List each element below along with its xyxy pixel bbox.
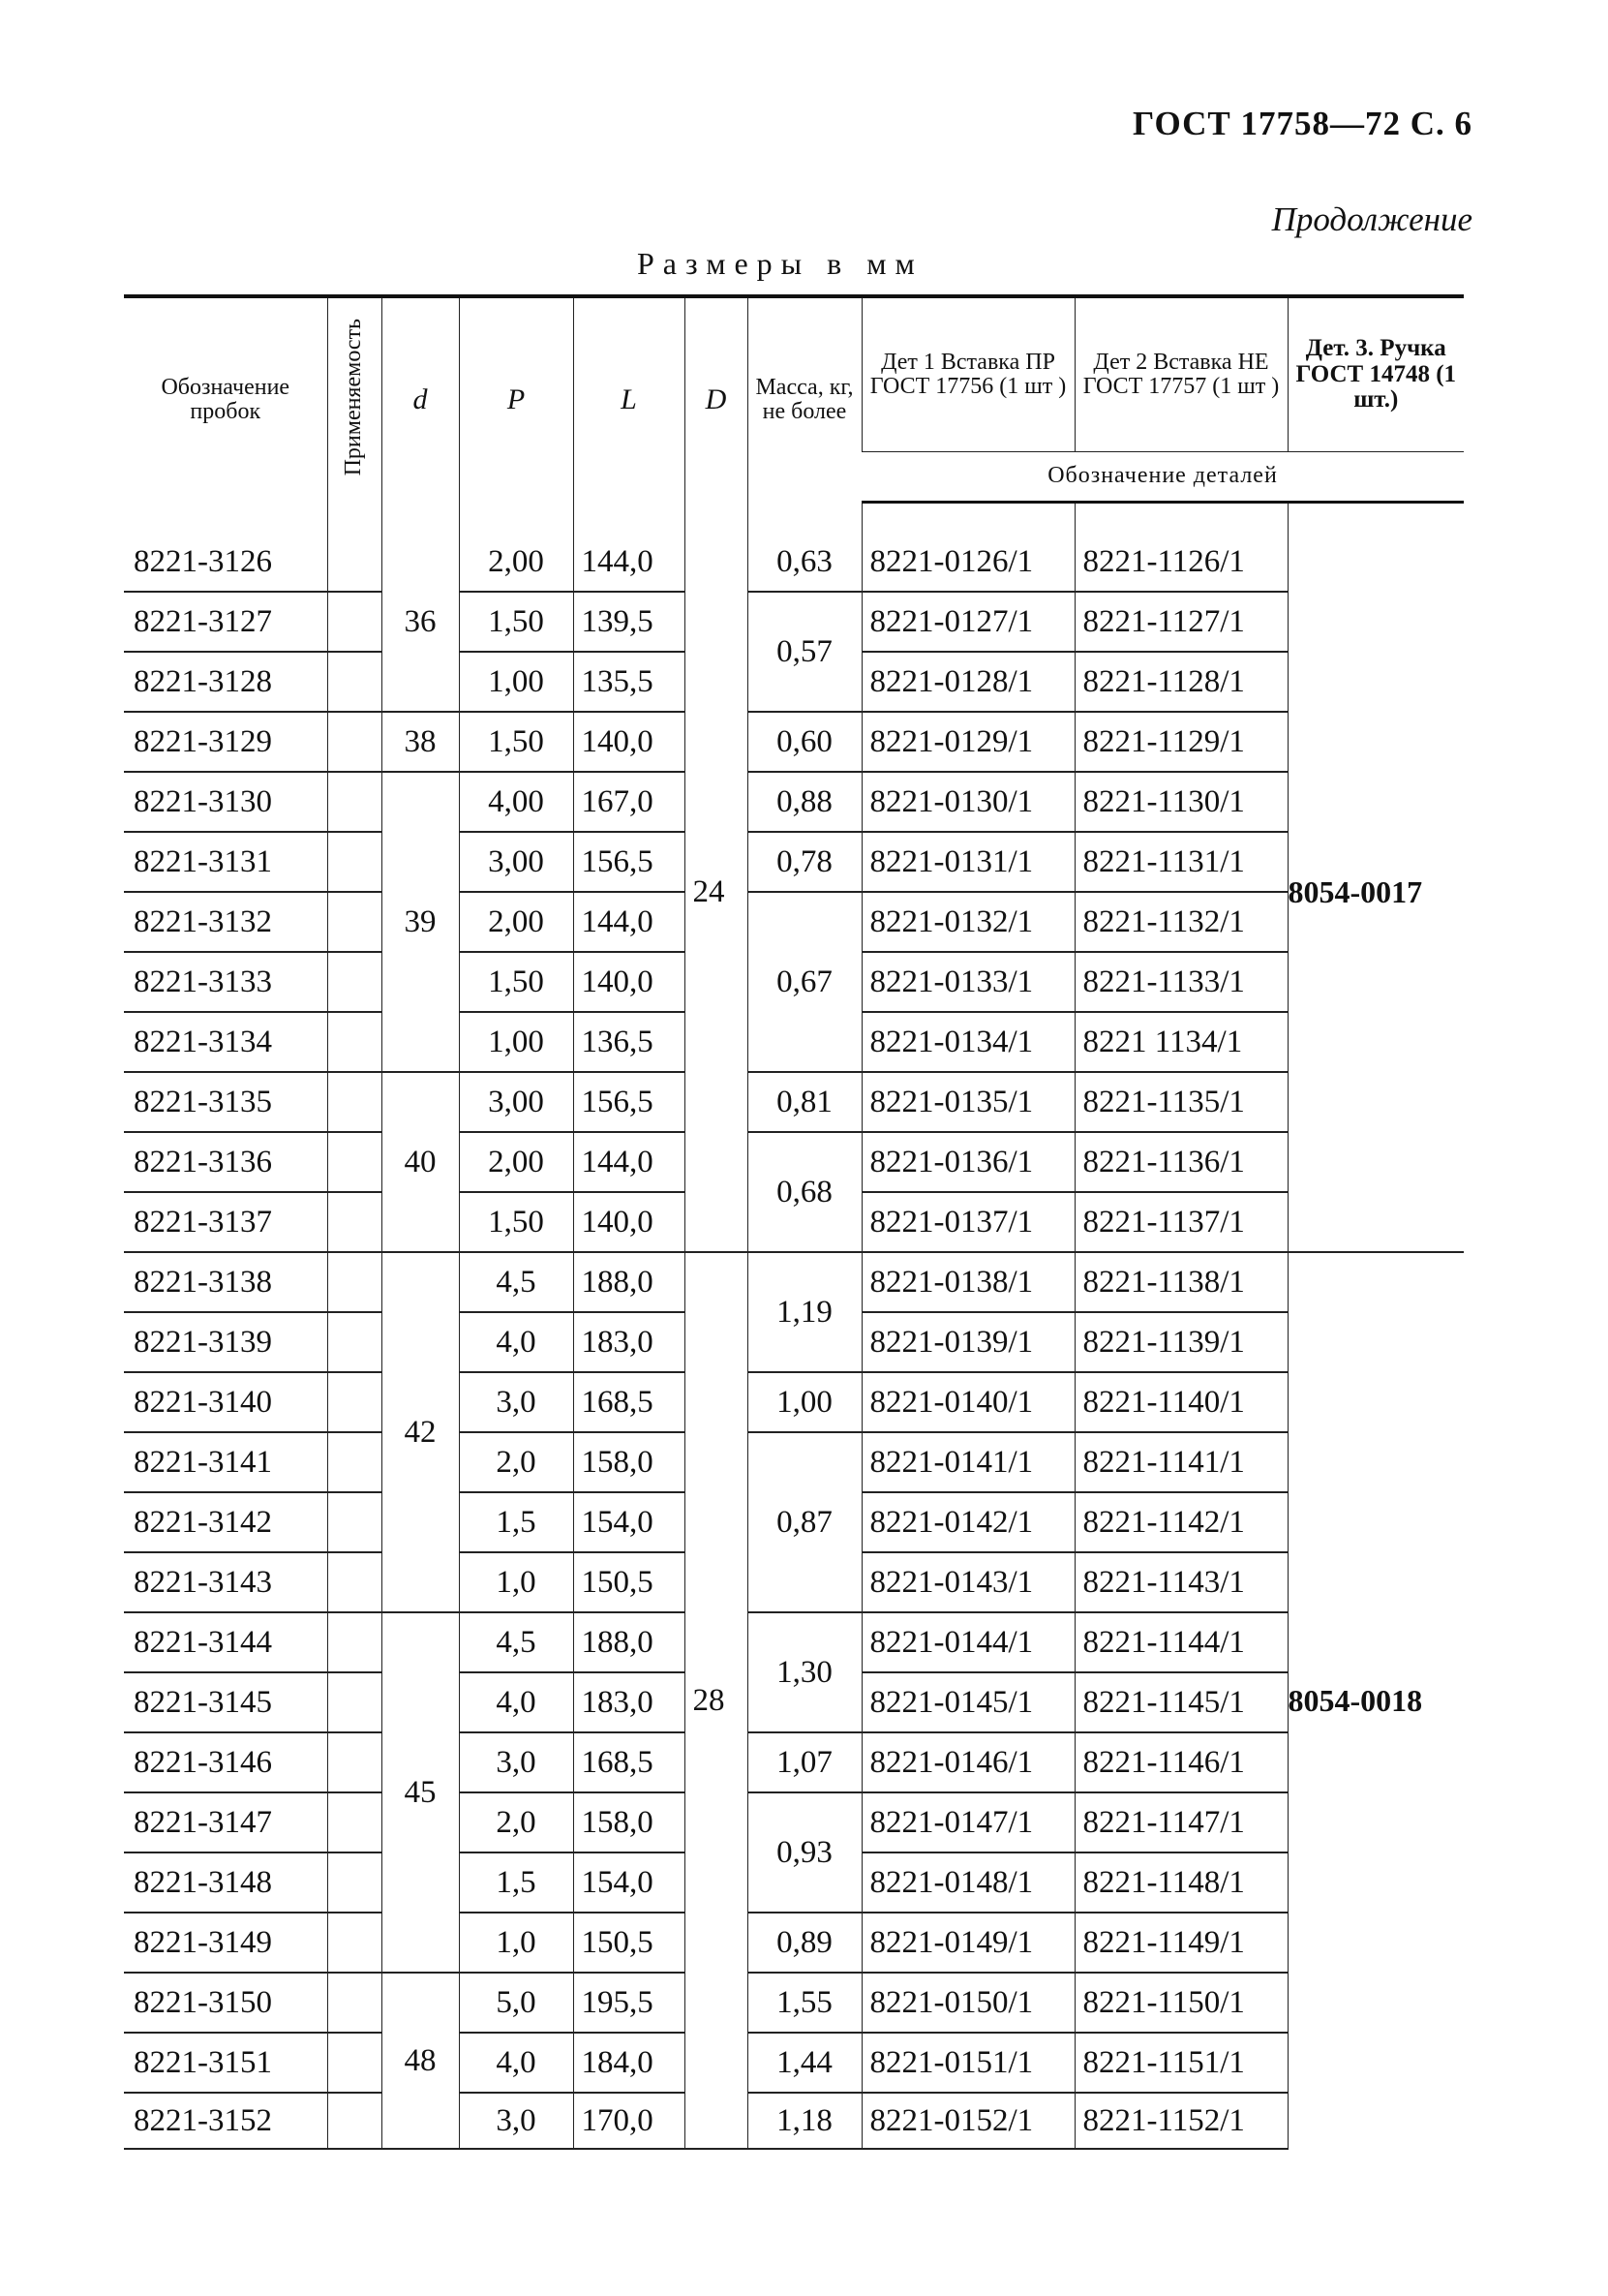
cell-part1: 8221-0147/1: [862, 1793, 1075, 1853]
cell-l: 167,0: [573, 773, 684, 833]
cell-p: 4,5: [459, 1613, 573, 1673]
cell-applicability: [327, 593, 381, 653]
cell-l: 158,0: [573, 1793, 684, 1853]
cell-mass: 1,44: [747, 2034, 862, 2094]
cell-l: 140,0: [573, 713, 684, 773]
cell-part1: 8221-0133/1: [862, 953, 1075, 1013]
cell-p: 1,50: [459, 953, 573, 1013]
col-header-p: P: [459, 296, 573, 502]
cell-applicability: [327, 1613, 381, 1673]
cell-designation: 8221-3130: [124, 773, 327, 833]
cell-mass: 0,68: [747, 1133, 862, 1253]
cell-applicability: [327, 1974, 381, 2034]
cell-p: 1,00: [459, 1013, 573, 1073]
cell-l: 170,0: [573, 2094, 684, 2150]
cell-p: 1,50: [459, 593, 573, 653]
cell-designation: 8221-3149: [124, 1913, 327, 1974]
cell-big-d: 28: [684, 1253, 747, 2150]
cell-p: 4,5: [459, 1253, 573, 1313]
col-header-l: L: [573, 296, 684, 502]
cell-designation: 8221-3136: [124, 1133, 327, 1193]
cell-l: 156,5: [573, 1073, 684, 1133]
cell-applicability: [327, 1553, 381, 1613]
cell-p: 4,0: [459, 2034, 573, 2094]
col-header-d: d: [381, 296, 459, 502]
cell-mass: 1,18: [747, 2094, 862, 2150]
cell-designation: 8221-3128: [124, 653, 327, 713]
cell-part2: 8221-1127/1: [1075, 593, 1288, 653]
cell-part2: 8221-1132/1: [1075, 893, 1288, 953]
cell-designation: 8221-3145: [124, 1673, 327, 1733]
cell-d: 48: [381, 1974, 459, 2150]
cell-applicability: [327, 893, 381, 953]
cell-l: 183,0: [573, 1313, 684, 1373]
cell-l: 168,5: [573, 1373, 684, 1433]
cell-part2: 8221-1146/1: [1075, 1733, 1288, 1793]
cell-designation: 8221-3132: [124, 893, 327, 953]
cell-part2: 8221-1128/1: [1075, 653, 1288, 713]
table-row: [124, 713, 1464, 773]
cell-big-d: 24: [684, 533, 747, 1253]
table-row: [124, 1613, 1464, 1673]
cell-part1: 8221-0134/1: [862, 1013, 1075, 1073]
cell-part2: 8221-1142/1: [1075, 1493, 1288, 1553]
table-row: [124, 1793, 1464, 1853]
table-row: [124, 1253, 1464, 1313]
cell-l: 144,0: [573, 1133, 684, 1193]
col-header-part3: Дет. 3. Ручка ГОСТ 14748 (1 шт.): [1288, 296, 1464, 451]
cell-l: 144,0: [573, 533, 684, 593]
cell-mass: 0,93: [747, 1793, 862, 1913]
cell-mass: 0,63: [747, 533, 862, 593]
cell-part2: 8221-1150/1: [1075, 1974, 1288, 2034]
cell-p: 3,0: [459, 1373, 573, 1433]
cell-designation: 8221-3131: [124, 833, 327, 893]
cell-designation: 8221-3142: [124, 1493, 327, 1553]
cell-designation: 8221-3143: [124, 1553, 327, 1613]
cell-p: 1,0: [459, 1913, 573, 1974]
cell-mass: 0,78: [747, 833, 862, 893]
table-row: [124, 1373, 1464, 1433]
table-row: [124, 1133, 1464, 1193]
col-header-part2: Дет 2 Вставка НЕ ГОСТ 17757 (1 шт ): [1075, 296, 1288, 451]
cell-mass: 0,87: [747, 1433, 862, 1613]
cell-d: 40: [381, 1073, 459, 1253]
cell-applicability: [327, 1433, 381, 1493]
cell-designation: 8221-3129: [124, 713, 327, 773]
cell-part1: 8221-0130/1: [862, 773, 1075, 833]
cell-designation: 8221-3139: [124, 1313, 327, 1373]
units-caption: Размеры в мм: [637, 246, 924, 281]
cell-designation: 8221-3127: [124, 593, 327, 653]
cell-applicability: [327, 2034, 381, 2094]
cell-mass: 1,19: [747, 1253, 862, 1373]
table-row: [124, 1974, 1464, 2034]
table-row: [124, 533, 1464, 593]
cell-part2: 8221-1148/1: [1075, 1853, 1288, 1913]
cell-l: 183,0: [573, 1673, 684, 1733]
cell-applicability: [327, 1013, 381, 1073]
cell-mass: 0,67: [747, 893, 862, 1073]
cell-designation: 8221-3148: [124, 1853, 327, 1913]
cell-p: 2,00: [459, 1133, 573, 1193]
cell-p: 4,0: [459, 1313, 573, 1373]
cell-l: 154,0: [573, 1853, 684, 1913]
table-row: [124, 2094, 1464, 2150]
cell-p: 2,00: [459, 893, 573, 953]
table-row: [124, 1433, 1464, 1493]
cell-part1: 8221-0145/1: [862, 1673, 1075, 1733]
cell-p: 1,50: [459, 713, 573, 773]
cell-handle: 8054-0017: [1288, 533, 1464, 1253]
cell-part2: 8221-1130/1: [1075, 773, 1288, 833]
cell-part2: 8221 1134/1: [1075, 1013, 1288, 1073]
cell-applicability: [327, 1253, 381, 1313]
cell-applicability: [327, 833, 381, 893]
cell-designation: 8221-3152: [124, 2094, 327, 2150]
table-row: [124, 1073, 1464, 1133]
table-body: [124, 502, 1464, 2150]
cell-part1: 8221-0143/1: [862, 1553, 1075, 1613]
cell-p: 1,5: [459, 1853, 573, 1913]
cell-designation: 8221-3137: [124, 1193, 327, 1253]
cell-designation: 8221-3141: [124, 1433, 327, 1493]
details-subheader: Обозначение деталей: [862, 451, 1464, 502]
cell-mass: 1,07: [747, 1733, 862, 1793]
cell-part2: 8221-1139/1: [1075, 1313, 1288, 1373]
cell-applicability: [327, 1673, 381, 1733]
cell-part2: 8221-1152/1: [1075, 2094, 1288, 2150]
col-header-mass: Масса, кг, не более: [747, 296, 862, 502]
cell-applicability: [327, 533, 381, 593]
col-header-applicability: Применяемость: [327, 296, 381, 502]
cell-designation: 8221-3147: [124, 1793, 327, 1853]
cell-p: 4,00: [459, 773, 573, 833]
cell-part1: 8221-0151/1: [862, 2034, 1075, 2094]
cell-p: 1,50: [459, 1193, 573, 1253]
cell-designation: 8221-3134: [124, 1013, 327, 1073]
cell-applicability: [327, 1733, 381, 1793]
cell-d: 36: [381, 533, 459, 713]
table-row: [124, 2034, 1464, 2094]
cell-applicability: [327, 773, 381, 833]
table-row: [124, 773, 1464, 833]
cell-part1: 8221-0142/1: [862, 1493, 1075, 1553]
cell-part2: 8221-1133/1: [1075, 953, 1288, 1013]
page-header: ГОСТ 17758—72 С. 6: [1133, 105, 1472, 142]
cell-part2: 8221-1141/1: [1075, 1433, 1288, 1493]
cell-part1: 8221-0141/1: [862, 1433, 1075, 1493]
cell-l: 136,5: [573, 1013, 684, 1073]
cell-applicability: [327, 1073, 381, 1133]
cell-part2: 8221-1138/1: [1075, 1253, 1288, 1313]
cell-part1: 8221-0126/1: [862, 533, 1075, 593]
cell-part1: 8221-0127/1: [862, 593, 1075, 653]
cell-p: 2,00: [459, 533, 573, 593]
cell-part2: 8221-1136/1: [1075, 1133, 1288, 1193]
cell-part1: 8221-0138/1: [862, 1253, 1075, 1313]
cell-applicability: [327, 1913, 381, 1974]
cell-applicability: [327, 1133, 381, 1193]
cell-applicability: [327, 1793, 381, 1853]
cell-l: 184,0: [573, 2034, 684, 2094]
cell-designation: 8221-3146: [124, 1733, 327, 1793]
cell-d: 42: [381, 1253, 459, 1613]
cell-part2: 8221-1144/1: [1075, 1613, 1288, 1673]
cell-designation: 8221-3138: [124, 1253, 327, 1313]
cell-mass: 0,89: [747, 1913, 862, 1974]
cell-l: 156,5: [573, 833, 684, 893]
cell-mass: 0,60: [747, 713, 862, 773]
cell-mass: 0,88: [747, 773, 862, 833]
cell-designation: 8221-3126: [124, 533, 327, 593]
cell-part2: 8221-1149/1: [1075, 1913, 1288, 1974]
cell-p: 3,0: [459, 1733, 573, 1793]
cell-part1: 8221-0150/1: [862, 1974, 1075, 2034]
cell-part1: 8221-0135/1: [862, 1073, 1075, 1133]
cell-p: 1,0: [459, 1553, 573, 1613]
cell-l: 195,5: [573, 1974, 684, 2034]
cell-part2: 8221-1135/1: [1075, 1073, 1288, 1133]
cell-applicability: [327, 1493, 381, 1553]
cell-part1: 8221-0139/1: [862, 1313, 1075, 1373]
cell-part1: 8221-0148/1: [862, 1853, 1075, 1913]
cell-p: 1,00: [459, 653, 573, 713]
cell-p: 3,00: [459, 1073, 573, 1133]
cell-l: 158,0: [573, 1433, 684, 1493]
cell-part1: 8221-0136/1: [862, 1133, 1075, 1193]
continuation-label: Продолжение: [1271, 200, 1472, 238]
cell-designation: 8221-3133: [124, 953, 327, 1013]
cell-p: 4,0: [459, 1673, 573, 1733]
cell-applicability: [327, 1193, 381, 1253]
cell-applicability: [327, 953, 381, 1013]
col-header-part1: Дет 1 Вставка ПР ГОСТ 17756 (1 шт ): [862, 296, 1075, 451]
cell-part2: 8221-1129/1: [1075, 713, 1288, 773]
cell-l: 150,5: [573, 1553, 684, 1613]
table-row: [124, 893, 1464, 953]
cell-part1: 8221-0128/1: [862, 653, 1075, 713]
cell-applicability: [327, 713, 381, 773]
cell-part2: 8221-1137/1: [1075, 1193, 1288, 1253]
cell-part2: 8221-1143/1: [1075, 1553, 1288, 1613]
cell-part2: 8221-1145/1: [1075, 1673, 1288, 1733]
cell-part1: 8221-0144/1: [862, 1613, 1075, 1673]
cell-mass: 1,30: [747, 1613, 862, 1733]
cell-l: 135,5: [573, 653, 684, 713]
cell-l: 188,0: [573, 1613, 684, 1673]
cell-part2: 8221-1126/1: [1075, 533, 1288, 593]
cell-mass: 1,00: [747, 1373, 862, 1433]
cell-designation: 8221-3140: [124, 1373, 327, 1433]
cell-part1: 8221-0146/1: [862, 1733, 1075, 1793]
cell-p: 5,0: [459, 1974, 573, 2034]
cell-part1: 8221-0129/1: [862, 713, 1075, 773]
cell-l: 154,0: [573, 1493, 684, 1553]
cell-applicability: [327, 653, 381, 713]
cell-l: 150,5: [573, 1913, 684, 1974]
cell-p: 3,00: [459, 833, 573, 893]
cell-part2: 8221-1140/1: [1075, 1373, 1288, 1433]
cell-l: 139,5: [573, 593, 684, 653]
cell-l: 168,5: [573, 1733, 684, 1793]
cell-l: 140,0: [573, 953, 684, 1013]
cell-mass: 0,57: [747, 593, 862, 713]
col-header-designation: Обозначение пробок: [124, 296, 327, 502]
col-header-big-d: D: [684, 296, 747, 502]
cell-part1: 8221-0152/1: [862, 2094, 1075, 2150]
plug-gauge-table: [124, 294, 1464, 2150]
table-row: [124, 833, 1464, 893]
cell-part2: 8221-1147/1: [1075, 1793, 1288, 1853]
cell-designation: 8221-3144: [124, 1613, 327, 1673]
cell-p: 1,5: [459, 1493, 573, 1553]
cell-part2: 8221-1131/1: [1075, 833, 1288, 893]
cell-part1: 8221-0149/1: [862, 1913, 1075, 1974]
cell-part2: 8221-1151/1: [1075, 2034, 1288, 2094]
cell-part1: 8221-0137/1: [862, 1193, 1075, 1253]
cell-part1: 8221-0132/1: [862, 893, 1075, 953]
cell-handle: 8054-0018: [1288, 1253, 1464, 2150]
table-row: [124, 593, 1464, 653]
table-row: [124, 1913, 1464, 1974]
cell-l: 188,0: [573, 1253, 684, 1313]
cell-p: 2,0: [459, 1433, 573, 1493]
cell-p: 3,0: [459, 2094, 573, 2150]
cell-l: 140,0: [573, 1193, 684, 1253]
cell-l: 144,0: [573, 893, 684, 953]
cell-designation: 8221-3150: [124, 1974, 327, 2034]
cell-applicability: [327, 2094, 381, 2150]
cell-designation: 8221-3135: [124, 1073, 327, 1133]
cell-applicability: [327, 1313, 381, 1373]
cell-d: 45: [381, 1613, 459, 1974]
cell-applicability: [327, 1373, 381, 1433]
cell-part1: 8221-0131/1: [862, 833, 1075, 893]
cell-d: 39: [381, 773, 459, 1073]
cell-d: 38: [381, 713, 459, 773]
cell-mass: 0,81: [747, 1073, 862, 1133]
cell-designation: 8221-3151: [124, 2034, 327, 2094]
cell-part1: 8221-0140/1: [862, 1373, 1075, 1433]
cell-mass: 1,55: [747, 1974, 862, 2034]
cell-applicability: [327, 1853, 381, 1913]
cell-p: 2,0: [459, 1793, 573, 1853]
table-row: [124, 1733, 1464, 1793]
